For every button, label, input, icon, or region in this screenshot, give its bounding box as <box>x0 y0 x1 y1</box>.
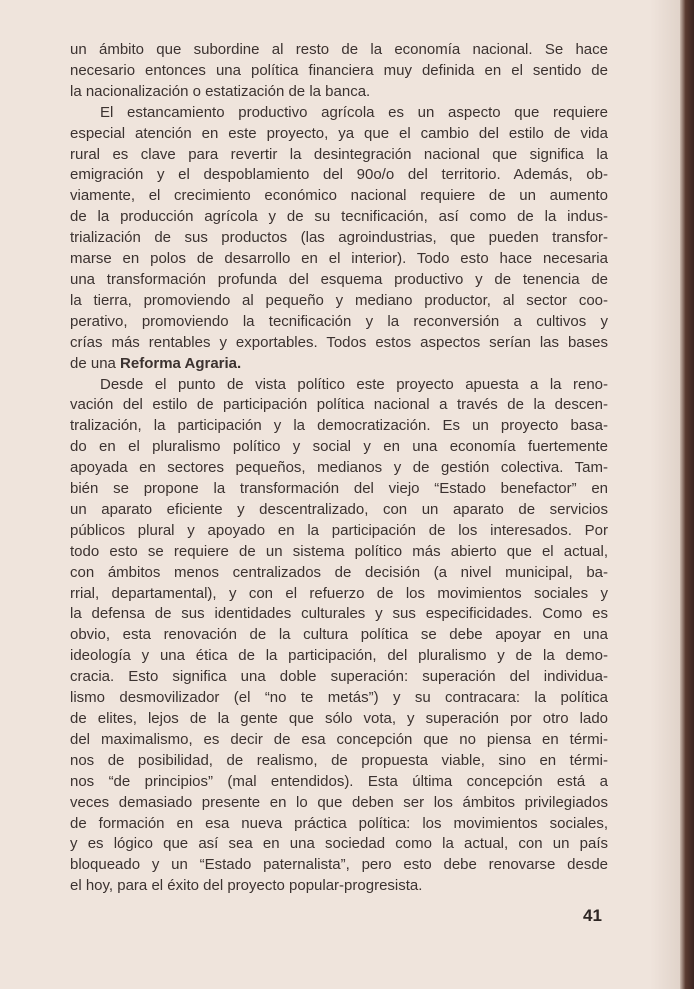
text-line: el hoy, para el éxito del proyecto popular-progresista. <box>70 877 423 895</box>
text-line: lismo desmovilizador (el “no te metás”) y su contracara: la política <box>70 689 608 707</box>
text-line: públicos plural y apoyado en la participación de los interesados. Por <box>70 521 608 539</box>
text-line: un ámbito que subordine al resto de la economía nacional. Se hace <box>70 41 608 58</box>
text-line: Desde el punto de vista político este proyecto apuesta a la reno- <box>100 375 608 393</box>
text-fragment: de una <box>70 354 121 372</box>
text-line: de la producción agrícola y de su tecnificación, así como de la indus- <box>70 208 608 226</box>
text-line: rrial, departamental), y con el refuerzo de los movimientos sociales y <box>70 584 608 602</box>
text-line: la tierra, promoviendo al pequeño y mediano productor, al sector coo- <box>70 291 608 309</box>
text-line: perativo, promoviendo la tecnificación y la reconversión a cultivos y <box>70 312 608 330</box>
text-line: ideología y una ética de la participación, del pluralismo y de la demo- <box>70 647 608 665</box>
text-line: un aparato eficiente y descentralizado, con un aparato de servicios <box>70 500 608 518</box>
page-shadow <box>650 0 680 989</box>
text-line: tralización, la participación y la democratización. Es un proyecto basa- <box>70 417 608 435</box>
text-line: nos “de principios” (mal entendidos). Esta última concepción está a <box>70 772 608 790</box>
text-line: El estancamiento productivo agrícola es un aspecto que requiere <box>100 103 608 121</box>
text-line: y es lógico que así sea en una sociedad como la actual, con un país <box>70 835 608 853</box>
text-line: vación del estilo de participación política nacional a través de la descen- <box>70 396 608 414</box>
text-line: la defensa de sus identidades culturales y sus especificidades. Como es <box>70 605 608 623</box>
text-line: trialización de sus productos (las agroindustrias, que pueden transfor- <box>70 229 608 247</box>
text-line: del maximalismo, es decir de esa concepción que no piensa en térmi- <box>70 730 608 748</box>
text-line: de elites, lejos de la gente que sólo vota, y superación por otro lado <box>70 710 608 727</box>
book-edge <box>680 0 694 989</box>
text-line: veces demasiado presente en lo que deben ser los ámbitos privilegiados <box>70 793 608 811</box>
text-line: marse en polos de desarrollo en el interior). Todo esto hace necesaria <box>70 250 608 268</box>
text-line: la nacionalización o estatización de la banca. <box>70 82 371 100</box>
text-line: con ámbitos menos centralizados de decisión (a nivel municipal, ba- <box>70 563 608 581</box>
text-line: cracia. Esto significa una doble superación: superación del individua- <box>70 668 608 686</box>
text-line: viamente, el crecimiento económico nacional requiere de un aumento <box>70 187 608 205</box>
text-line: rural es clave para revertir la desintegración nacional que significa la <box>70 145 608 163</box>
text-line: todo esto se requiere de un sistema político más abierto que el actual, <box>70 542 608 560</box>
text-line: crías más rentables y exportables. Todos estos aspectos serían las bases <box>70 333 608 351</box>
text-line: necesario entonces una política financiera muy definida en el sentido de <box>70 61 608 79</box>
text-line: emigración y el despoblamiento del 90o/o del territorio. Además, ob- <box>70 166 608 184</box>
text-line: una transformación profunda del esquema productivo y de tenencia de <box>70 270 608 288</box>
text-line: do en el pluralismo político y social y en una economía fuertemente <box>70 438 608 456</box>
text-line: obvio, esta renovación de la cultura política se debe apoyar en una <box>70 626 608 644</box>
page-number: 41 <box>583 906 602 925</box>
text-line: de formación en esa nueva práctica política: los movimientos sociales, <box>70 814 608 832</box>
text-line: apoyada en sectores pequeños, medianos y de gestión colectiva. Tam- <box>70 459 608 477</box>
text-line: bién se propone la transformación del viejo “Estado benefactor” en <box>70 480 608 498</box>
text-line: nos de posibilidad, de realismo, de propuesta viable, sino en térmi- <box>70 751 608 769</box>
bold-term: Reforma Agraria. <box>120 354 242 372</box>
text-line: especial atención en este proyecto, ya que el cambio del estilo de vida <box>70 124 608 142</box>
text-line: bloqueado y un “Estado paternalista”, pero esto debe renovarse desde <box>70 856 608 874</box>
text-line <box>70 354 608 375</box>
body-text <box>70 40 608 897</box>
